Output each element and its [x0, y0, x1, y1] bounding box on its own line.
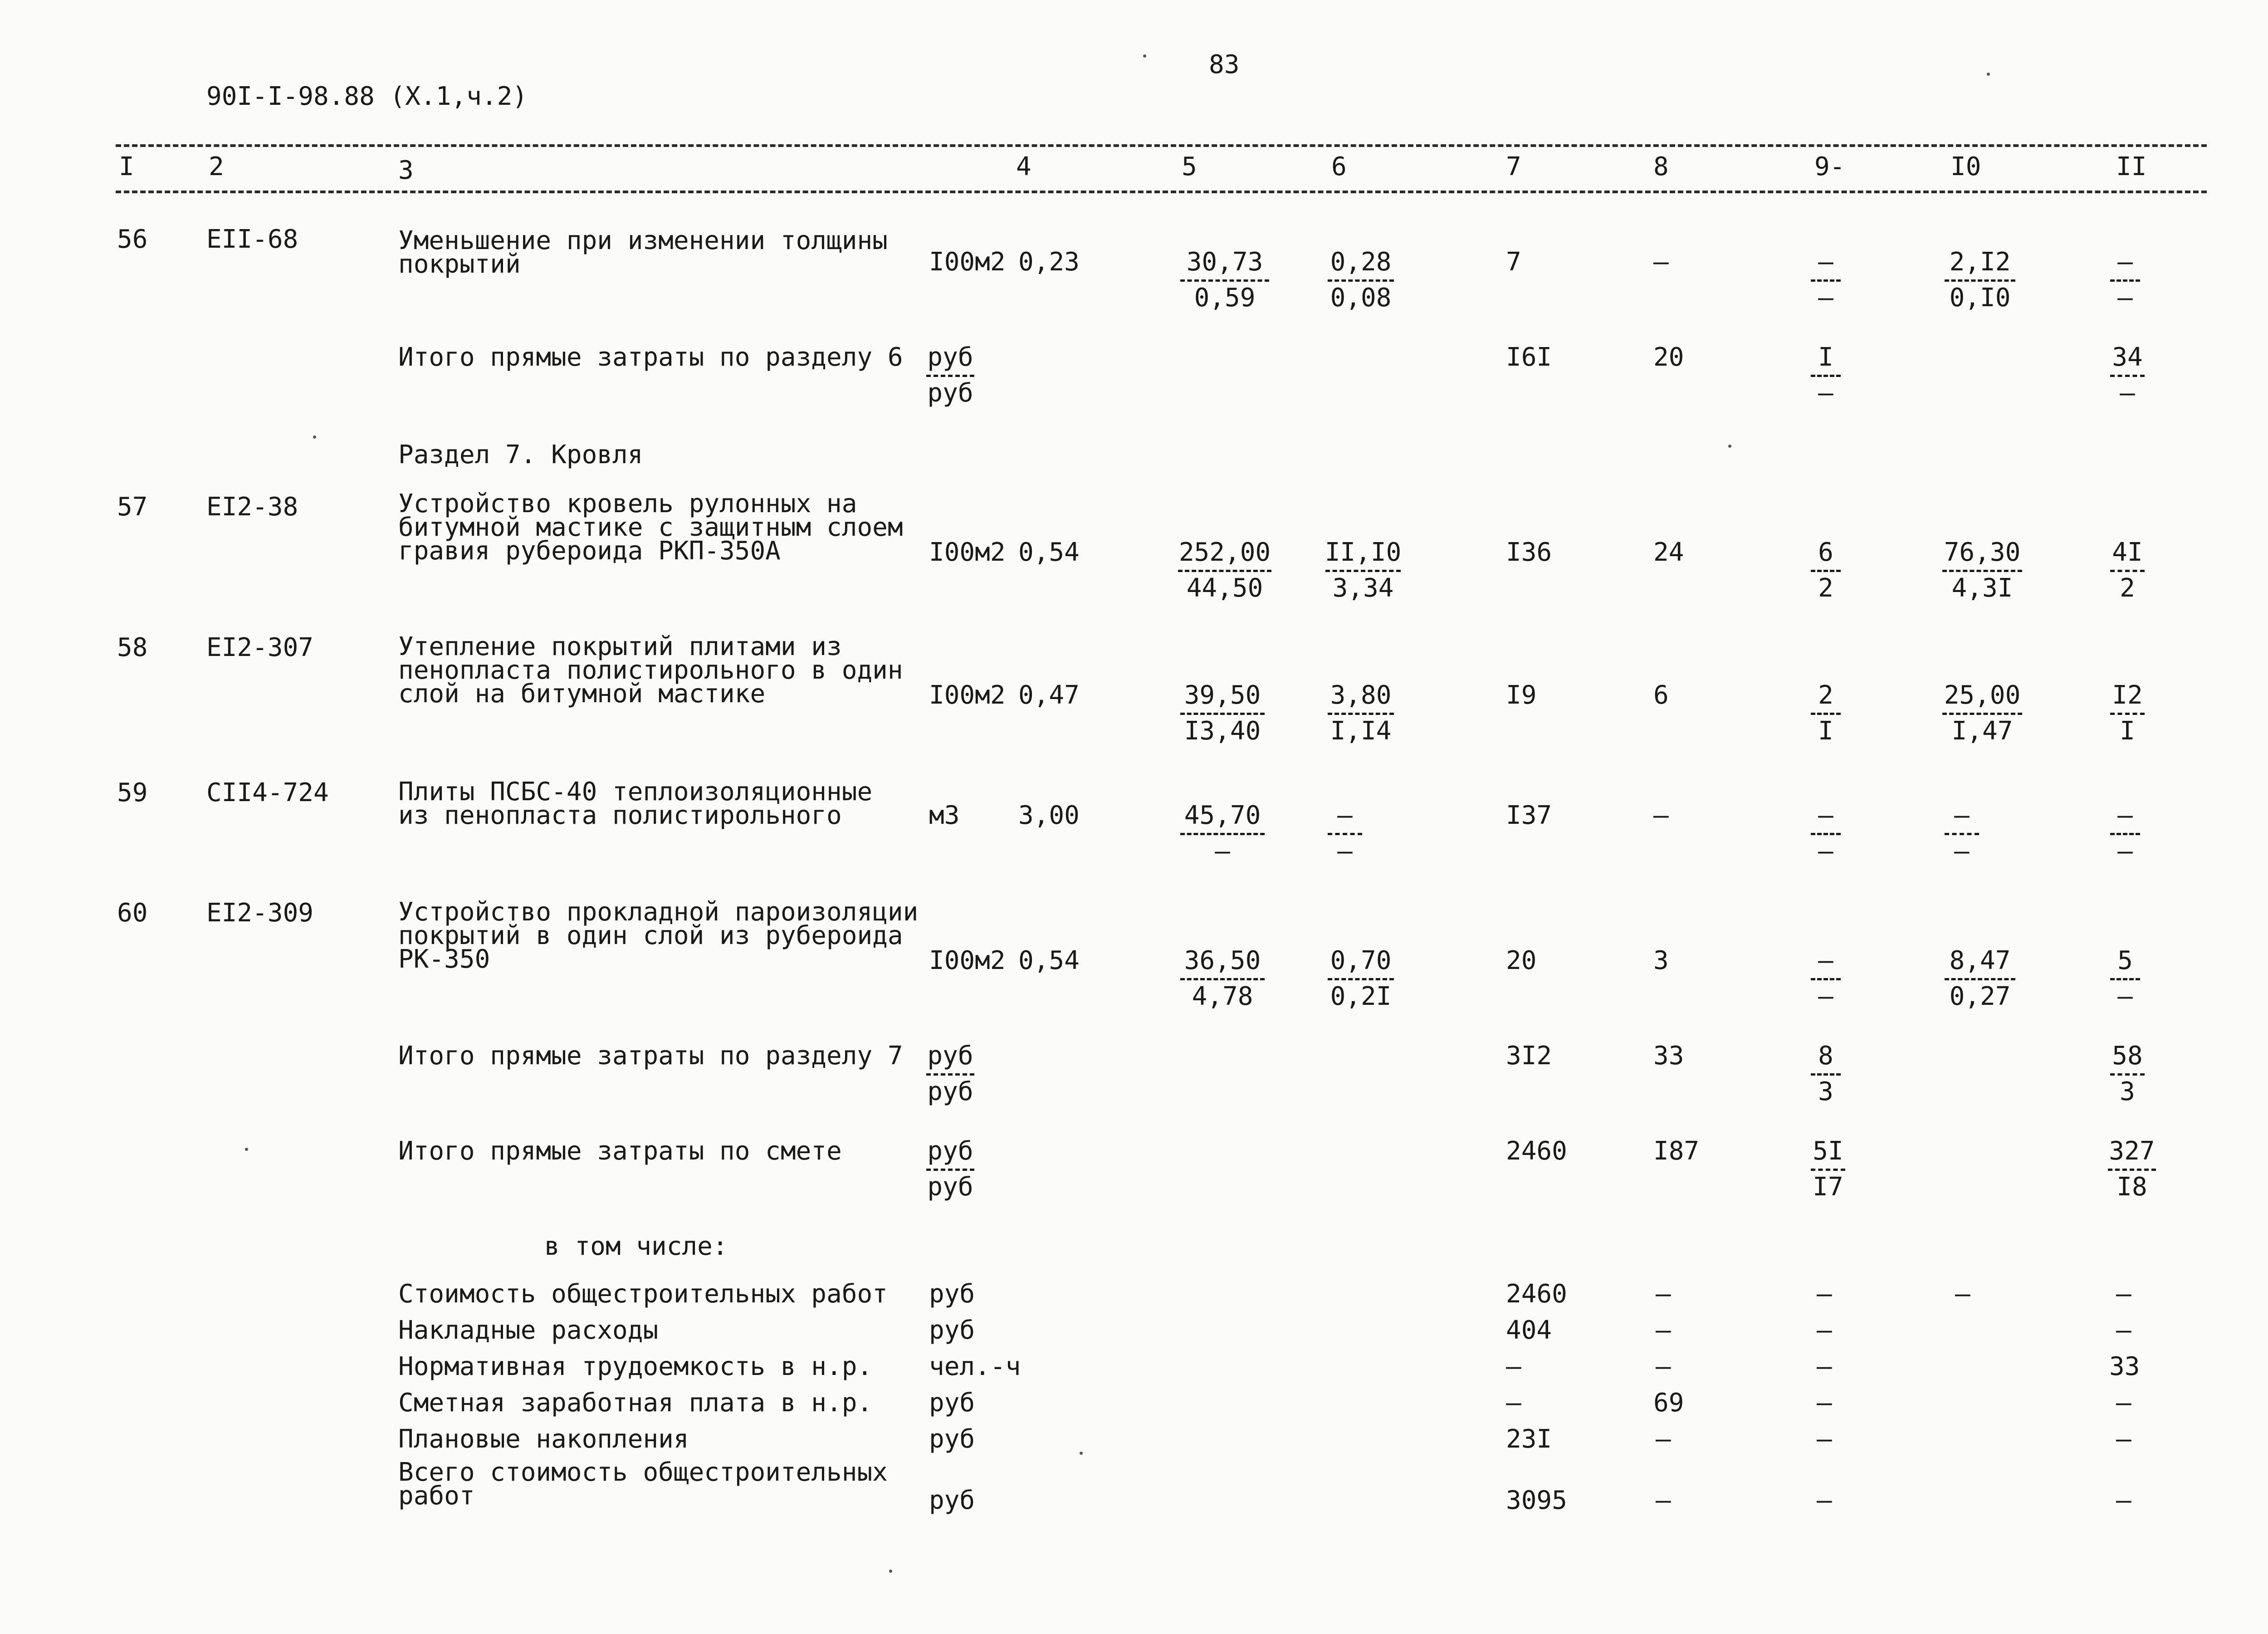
- column-header-5: 5: [1182, 152, 1197, 181]
- row-57-col10-denominator: 4,3I: [1951, 573, 2013, 603]
- row-57-col7: I36: [1506, 538, 1552, 567]
- summary-wages-label: Сметная заработная плата в н.р.: [398, 1388, 873, 1418]
- total-section-7-col7: 3I2: [1506, 1041, 1552, 1071]
- summary-labor-norm-col7: –: [1506, 1352, 1521, 1381]
- row-56-col5-numerator: 30,73: [1186, 247, 1263, 277]
- summary-overhead-col11: –: [2116, 1316, 2131, 1345]
- summary-overhead-col8: –: [1656, 1316, 1671, 1345]
- total-estimate-unit-bottom: руб: [927, 1172, 973, 1202]
- total-section-7-unit: [925, 1043, 975, 1105]
- row-57-description: Устройство кровель рулонных на битумной мастике с защитным слоем гравия рубероида РКП-350А: [398, 489, 903, 566]
- summary-overhead-col9: –: [1817, 1316, 1832, 1345]
- summary-wages-col9: –: [1817, 1388, 1832, 1418]
- row-59-col9-denominator: –: [1818, 837, 1833, 866]
- summary-overhead-label: Накладные расходы: [398, 1316, 659, 1345]
- summary-planned-savings-col7: 23I: [1506, 1424, 1552, 1454]
- total-section-6-col8: 20: [1653, 342, 1684, 372]
- total-estimate-unit: [925, 1136, 975, 1202]
- total-section-6-col9-top: I: [1818, 342, 1833, 372]
- row-59-col6-numerator: –: [1337, 801, 1353, 830]
- row-58-description: Утепление покрытий плитами из пенопласта полистирольного в один слой на битумной мастике: [398, 632, 903, 709]
- row-60-unit: I00м2: [929, 946, 1006, 975]
- row-60-col11-denominator: –: [2117, 982, 2133, 1011]
- row-60-col11-fraction: [2109, 948, 2141, 1009]
- row-58-col6-fraction: [1327, 680, 1395, 746]
- row-57-code: EI2-38: [206, 492, 298, 522]
- total-estimate-col9-bottom: I7: [1813, 1172, 1843, 1202]
- scan-speck: [1987, 73, 1990, 76]
- row-56-col10-denominator: 0,I0: [1949, 283, 2011, 313]
- column-header-4: 4: [1016, 152, 1031, 181]
- row-56-col9-fraction: [1810, 247, 1842, 313]
- total-section-7-col11-top: 58: [2112, 1041, 2143, 1071]
- summary-grand-total-col9: –: [1817, 1486, 1832, 1515]
- total-section-6-col11-bottom: –: [2120, 378, 2135, 408]
- row-57-quantity: 0,54: [1018, 538, 1080, 567]
- row-58-unit: I00м2: [929, 680, 1006, 710]
- header-bottom-rule: [116, 191, 2207, 193]
- summary-labor-norm-col11: 33: [2109, 1352, 2140, 1381]
- summary-labor-norm-label: Нормативная трудоемкость в н.р.: [398, 1352, 873, 1381]
- scan-speck: [245, 1148, 248, 1151]
- summary-planned-savings-col11: –: [2116, 1424, 2131, 1454]
- row-58-col6-denominator: I,I4: [1330, 716, 1392, 746]
- row-57-col6-denominator: 3,34: [1332, 573, 1394, 603]
- summary-labor-norm-col9: –: [1817, 1352, 1832, 1381]
- row-60-col9-denominator: –: [1818, 982, 1833, 1011]
- row-59-unit: м3: [929, 801, 960, 830]
- row-58-col11-denominator: I: [2120, 716, 2135, 746]
- summary-planned-savings-col8: –: [1656, 1424, 1671, 1454]
- summary-construction-cost-label: Стоимость общестроительных работ: [398, 1279, 888, 1309]
- row-59-col10-numerator: –: [1954, 801, 1970, 830]
- row-56-code: EII-68: [206, 225, 298, 254]
- row-58-col10-denominator: I,47: [1951, 716, 2013, 746]
- column-header-9: 9-: [1814, 152, 1845, 181]
- row-57-col9-numerator: 6: [1818, 538, 1833, 567]
- summary-wages-col8: 69: [1653, 1388, 1684, 1418]
- including-label: в том числе:: [544, 1232, 728, 1261]
- row-56-col9-denominator: –: [1818, 283, 1833, 313]
- row-59-number: 59: [117, 778, 148, 807]
- scan-speck: [1728, 445, 1731, 448]
- total-section-6-col7: I6I: [1506, 342, 1552, 372]
- row-59-col11-denominator: –: [2117, 837, 2133, 866]
- header-top-rule: [116, 144, 2207, 147]
- summary-labor-norm-col8: –: [1656, 1352, 1671, 1381]
- row-57-col11-numerator: 4I: [2112, 538, 2143, 567]
- row-60-col10-numerator: 8,47: [1949, 946, 2011, 975]
- row-56-number: 56: [117, 225, 148, 254]
- total-estimate-col9-top: 5I: [1813, 1136, 1843, 1166]
- row-60-col10-denominator: 0,27: [1949, 982, 2011, 1011]
- total-section-6-col11: [2109, 342, 2146, 408]
- row-60-col6-denominator: 0,2I: [1330, 982, 1392, 1011]
- total-estimate-unit-top: руб: [927, 1136, 973, 1166]
- total-section-6-unit-bottom: руб: [927, 378, 973, 408]
- column-header-7: 7: [1506, 152, 1521, 181]
- row-56-description: Уменьшение при изменении толщины покрытий: [398, 226, 888, 279]
- row-56-col7: 7: [1506, 247, 1521, 277]
- row-60-col7: 20: [1506, 946, 1537, 975]
- row-59-quantity: 3,00: [1018, 801, 1080, 830]
- summary-labor-norm-unit: чел.-ч: [929, 1352, 1021, 1381]
- summary-grand-total-col8: –: [1656, 1486, 1671, 1515]
- row-58-col5-fraction: [1179, 680, 1266, 746]
- row-60-quantity: 0,54: [1018, 946, 1080, 975]
- row-59-col9-numerator: –: [1818, 801, 1833, 830]
- column-header-1: I: [119, 152, 134, 181]
- row-58-number: 58: [117, 633, 148, 662]
- row-59-col11-fraction: [2109, 803, 2141, 864]
- row-56-col11-numerator: –: [2117, 247, 2133, 277]
- row-57-unit: I00м2: [929, 538, 1006, 567]
- row-56-col5-fraction: [1179, 247, 1270, 313]
- row-59-col7: I37: [1506, 801, 1552, 830]
- total-section-6-col11-top: 34: [2112, 342, 2143, 372]
- row-56-col8: –: [1653, 247, 1669, 277]
- total-section-7-unit-bottom: руб: [927, 1077, 973, 1106]
- summary-construction-cost-col8: –: [1656, 1279, 1671, 1309]
- total-section-7-col9-bottom: 3: [1818, 1077, 1833, 1106]
- summary-grand-total-unit: руб: [929, 1486, 975, 1515]
- row-57-col11-denominator: 2: [2120, 573, 2135, 603]
- total-section-7-col8: 33: [1653, 1041, 1684, 1071]
- row-58-col5-denominator: I3,40: [1184, 716, 1261, 746]
- summary-construction-cost-unit: руб: [929, 1279, 975, 1309]
- row-58-col9-denominator: I: [1818, 716, 1833, 746]
- summary-grand-total-col7: 3095: [1506, 1486, 1567, 1515]
- row-57-col10-numerator: 76,30: [1944, 538, 2021, 567]
- row-60-number: 60: [117, 898, 148, 928]
- row-59-col5-numerator: 45,70: [1184, 801, 1261, 830]
- summary-construction-cost-col7: 2460: [1506, 1279, 1567, 1309]
- row-57-col9-denominator: 2: [1818, 573, 1833, 603]
- row-60-col10-fraction: [1944, 948, 2016, 1009]
- row-59-col6-fraction: [1327, 803, 1363, 864]
- row-56-col6-numerator: 0,28: [1330, 247, 1392, 277]
- total-section-7-col11-bottom: 3: [2120, 1077, 2135, 1106]
- row-58-col7: I9: [1506, 680, 1537, 710]
- total-section-7-unit-top: руб: [927, 1041, 973, 1071]
- row-58-col11-numerator: I2: [2112, 680, 2143, 710]
- row-59-code: CII4-724: [206, 778, 329, 807]
- total-estimate-label: Итого прямые затраты по смете: [398, 1136, 842, 1166]
- row-58-col10-numerator: 25,00: [1944, 680, 2021, 710]
- total-section-7-col11: [2109, 1043, 2146, 1105]
- column-header-3: 3: [398, 156, 414, 185]
- row-57-col6-numerator: II,I0: [1325, 538, 1402, 567]
- summary-wages-col7: –: [1506, 1388, 1521, 1418]
- row-59-col11-numerator: –: [2117, 801, 2133, 830]
- row-59-col8: –: [1653, 801, 1669, 830]
- total-estimate-col11-top: 327: [2109, 1136, 2155, 1166]
- row-56-col5-denominator: 0,59: [1194, 283, 1256, 313]
- row-59-col5-fraction: [1179, 803, 1266, 864]
- summary-planned-savings-col9: –: [1817, 1424, 1832, 1454]
- row-56-col6-fraction: [1327, 247, 1395, 313]
- row-56-col6-denominator: 0,08: [1330, 283, 1392, 313]
- summary-grand-total-col11: –: [2116, 1486, 2131, 1515]
- row-57-col6-fraction: [1325, 540, 1402, 601]
- row-57-col10-fraction: [1941, 540, 2023, 601]
- summary-construction-cost-col10: –: [1955, 1279, 1970, 1309]
- row-56-quantity: 0,23: [1018, 247, 1080, 277]
- row-58-col5-numerator: 39,50: [1184, 680, 1261, 710]
- row-56-col11-denominator: –: [2117, 283, 2133, 313]
- row-60-col11-numerator: 5: [2117, 946, 2133, 975]
- row-59-col9-fraction: [1810, 803, 1842, 864]
- column-header-10: I0: [1950, 152, 1981, 181]
- row-57-col9-fraction: [1810, 540, 1842, 601]
- row-60-col6-numerator: 0,70: [1330, 946, 1392, 975]
- scan-speck: [313, 435, 316, 439]
- summary-wages-col11: –: [2116, 1388, 2131, 1418]
- row-58-col6-numerator: 3,80: [1330, 680, 1392, 710]
- row-60-description: Устройство прокладной пароизоляции покрытий в один слой из рубероида РК-350: [398, 897, 919, 974]
- summary-construction-cost-col9: –: [1817, 1279, 1832, 1309]
- row-56-unit: I00м2: [929, 247, 1006, 277]
- row-60-col8: 3: [1653, 946, 1669, 975]
- row-57-col5-denominator: 44,50: [1186, 573, 1263, 603]
- row-60-code: EI2-309: [206, 898, 314, 928]
- total-section-7-col9: [1810, 1043, 1842, 1105]
- column-header-8: 8: [1653, 152, 1669, 181]
- scan-speck: [1080, 1452, 1083, 1455]
- total-section-7-col9-top: 8: [1818, 1041, 1833, 1071]
- row-56-col10-fraction: [1944, 247, 2016, 313]
- row-56-col10-numerator: 2,I2: [1949, 247, 2011, 277]
- row-57-col11-fraction: [2109, 540, 2146, 601]
- summary-grand-total-label: Всего стоимость общестроительных работ: [398, 1458, 888, 1511]
- row-58-col9-numerator: 2: [1818, 680, 1833, 710]
- total-estimate-col7: 2460: [1506, 1136, 1567, 1166]
- row-58-code: EI2-307: [206, 633, 314, 662]
- total-estimate-col11: [2107, 1136, 2157, 1202]
- row-58-col10-fraction: [1941, 680, 2023, 746]
- summary-planned-savings-label: Плановые накопления: [398, 1424, 689, 1454]
- row-59-description: Плиты ПСБС-40 теплоизоляционные из пенопласта полистирольного: [398, 777, 873, 830]
- column-header-6: 6: [1331, 152, 1347, 181]
- row-60-col5-fraction: [1179, 948, 1266, 1009]
- row-57-col5-fraction: [1177, 540, 1272, 601]
- row-56-col11-fraction: [2109, 247, 2141, 313]
- total-estimate-col9: [1810, 1136, 1846, 1202]
- row-58-col9-fraction: [1810, 680, 1842, 746]
- row-60-col5-denominator: 4,78: [1192, 982, 1253, 1011]
- row-59-col10-denominator: –: [1954, 837, 1970, 866]
- row-57-col8: 24: [1653, 538, 1684, 567]
- column-header-2: 2: [209, 152, 224, 181]
- summary-planned-savings-unit: руб: [929, 1424, 975, 1454]
- total-section-7-label: Итого прямые затраты по разделу 7: [398, 1041, 903, 1071]
- total-section-6-unit-top: руб: [927, 342, 973, 372]
- row-59-col5-denominator: –: [1215, 837, 1230, 866]
- total-section-6-label: Итого прямые затраты по разделу 6: [398, 342, 903, 372]
- row-60-col6-fraction: [1327, 948, 1395, 1009]
- row-60-col9-fraction: [1810, 948, 1842, 1009]
- summary-wages-unit: руб: [929, 1388, 975, 1418]
- total-estimate-col8: I87: [1653, 1136, 1700, 1166]
- total-section-6-unit: [925, 342, 975, 408]
- total-section-6-col9-bottom: –: [1818, 378, 1833, 408]
- summary-overhead-unit: руб: [929, 1316, 975, 1345]
- scan-speck: [1143, 54, 1146, 58]
- summary-overhead-col7: 404: [1506, 1316, 1552, 1345]
- total-estimate-col11-bottom: I8: [2116, 1172, 2147, 1202]
- row-58-quantity: 0,47: [1018, 680, 1080, 710]
- row-59-col6-denominator: –: [1337, 837, 1353, 866]
- row-59-col10-fraction: [1944, 803, 1980, 864]
- row-57-col5-numerator: 252,00: [1178, 538, 1271, 567]
- row-60-col5-numerator: 36,50: [1184, 946, 1261, 975]
- column-header-11: II: [2116, 152, 2147, 181]
- row-60-col9-numerator: –: [1818, 946, 1833, 975]
- row-58-col11-fraction: [2109, 680, 2146, 746]
- page-number: 83: [1209, 50, 1240, 79]
- total-section-6-col9: [1810, 342, 1842, 408]
- row-58-col8: 6: [1653, 680, 1669, 710]
- summary-construction-cost-col11: –: [2116, 1279, 2131, 1309]
- document-code: 90I-I-98.88 (X.1,ч.2): [206, 82, 528, 111]
- section-7-heading: Раздел 7. Кровля: [398, 440, 643, 470]
- row-57-number: 57: [117, 492, 148, 522]
- scan-speck: [889, 1570, 892, 1573]
- row-56-col9-numerator: –: [1818, 247, 1833, 277]
